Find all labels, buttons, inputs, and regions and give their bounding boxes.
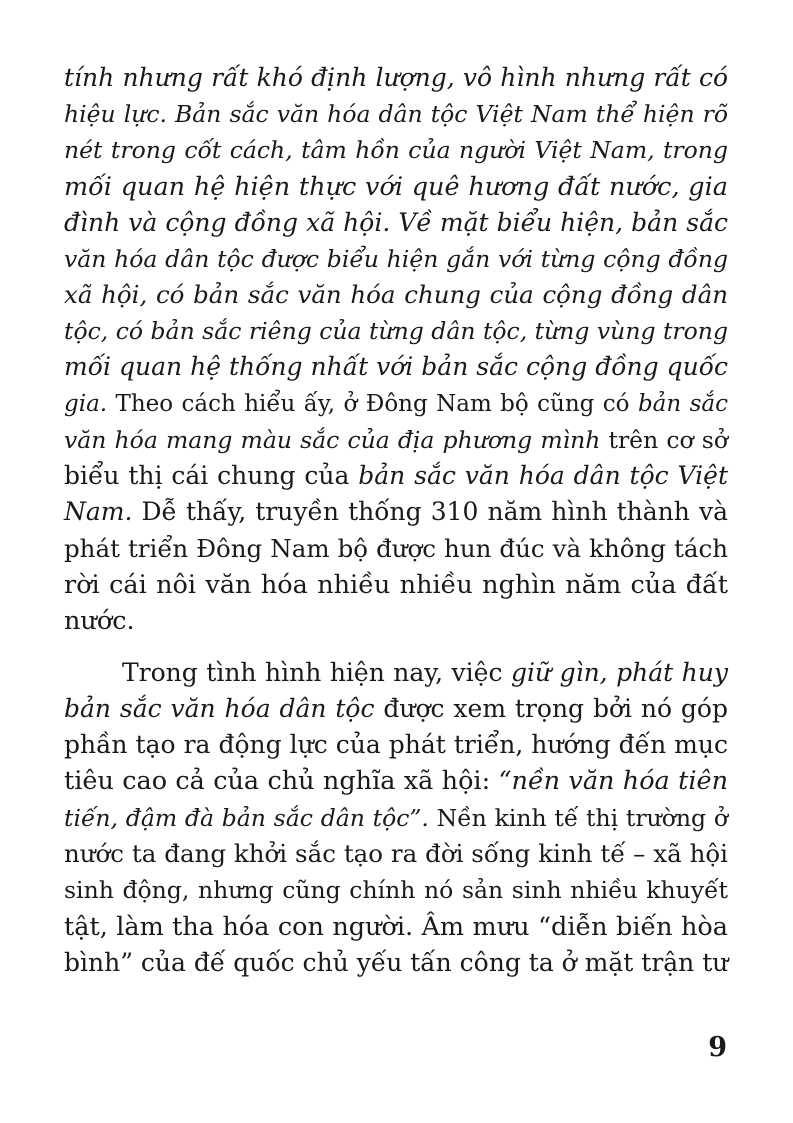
italic-text: nét trong cốt cách, tâm hồn của người Việt Nam, trong (64, 136, 728, 164)
text-line (64, 872, 728, 908)
regular-text: phát triển Đông Nam bộ được hun đúc và không tách (64, 534, 728, 563)
regular-text: Dễ thấy, truyền thống 310 năm hình thành và (132, 497, 728, 526)
text-line (64, 945, 728, 981)
regular-text: được xem trọng bởi nó góp (374, 694, 728, 723)
text-line (64, 386, 728, 422)
italic-text: mối quan hệ thống nhất với bản sắc cộng đồng quốc (64, 352, 728, 381)
text-line (64, 313, 728, 349)
regular-text: tiêu cao cả của chủ nghĩa xã hội: (64, 766, 499, 796)
text-line (64, 836, 728, 872)
regular-text: trên cơ sở (600, 426, 728, 454)
text-line (64, 60, 728, 96)
regular-text: sinh động, nhưng cũng chính nó sản sinh nhiều khuyết (64, 876, 728, 904)
text-line (64, 494, 728, 530)
italic-text: đình và cộng đồng xã hội. Về mặt biểu hiện, bản sắc (64, 208, 728, 237)
italic-text: tiến, đậm đà bản sắc dân tộc”. (64, 804, 429, 832)
italic-text: giữ gìn, phát huy (510, 658, 729, 687)
italic-text: “nền văn hóa tiên (498, 766, 728, 796)
text-line (64, 169, 728, 205)
regular-text: Trong tình hình hiện nay, việc (122, 658, 511, 687)
regular-text: bình” của đế quốc chủ yếu tấn công ta ở mặt trận tư (64, 948, 729, 977)
text-line (64, 205, 728, 241)
text-line (64, 422, 728, 458)
text-line (64, 531, 728, 567)
text-line (64, 800, 728, 836)
italic-text: hiệu lực. Bản sắc văn hóa dân tộc Việt Nam thể hiện rõ (64, 100, 728, 128)
regular-text: biểu thị cái chung của (64, 461, 359, 490)
regular-text: Theo cách hiểu ấy, ở Đông Nam bộ cũng có (107, 391, 638, 417)
text-line (64, 132, 728, 168)
regular-text: rời cái nôi văn hóa nhiều nhiều nghìn năm của đất (64, 570, 728, 600)
italic-text: văn hóa dân tộc được biểu hiện gắn với từng cộng đồng (64, 245, 728, 273)
text-line (64, 691, 728, 727)
italic-text: gia. (64, 391, 108, 417)
regular-text: nước. (64, 606, 135, 636)
text-line (64, 241, 728, 277)
italic-text: xã hội, có bản sắc văn hóa chung của cộng đồng dân (64, 280, 728, 309)
italic-text: văn hóa mang màu sắc của địa phương mình (64, 426, 601, 454)
text-line (64, 763, 728, 799)
text-line (64, 567, 728, 603)
italic-text: bản sắc (637, 391, 728, 417)
italic-text: bản sắc văn hóa dân tộc Việt (358, 461, 728, 490)
regular-text: tật, làm tha hóa con người. Âm mưu “diễn biến hòa (64, 912, 728, 942)
text-line (122, 655, 728, 691)
page-number: 9 (708, 1032, 727, 1063)
regular-text: Nền kinh tế thị trường ở (428, 804, 728, 832)
text-line (64, 96, 728, 132)
text-line (64, 909, 728, 945)
italic-text: mối quan hệ hiện thực với quê hương đất nước, gia (64, 172, 728, 202)
italic-text: Nam. (64, 497, 133, 526)
text-line (64, 727, 728, 763)
text-line (64, 603, 728, 639)
regular-text: nước ta đang khởi sắc tạo ra đời sống kinh tế – xã hội (64, 839, 728, 868)
italic-text: tính nhưng rất khó định lượng, vô hình nhưng rất có (64, 63, 728, 92)
regular-text: phần tạo ra động lực của phát triển, hướng đến mục (64, 730, 728, 759)
text-line (64, 277, 728, 313)
text-line (64, 349, 728, 385)
text-line (64, 458, 728, 494)
italic-text: bản sắc văn hóa dân tộc (64, 694, 375, 723)
italic-text: tộc, có bản sắc riêng của từng dân tộc, từng vùng trong (64, 317, 728, 345)
